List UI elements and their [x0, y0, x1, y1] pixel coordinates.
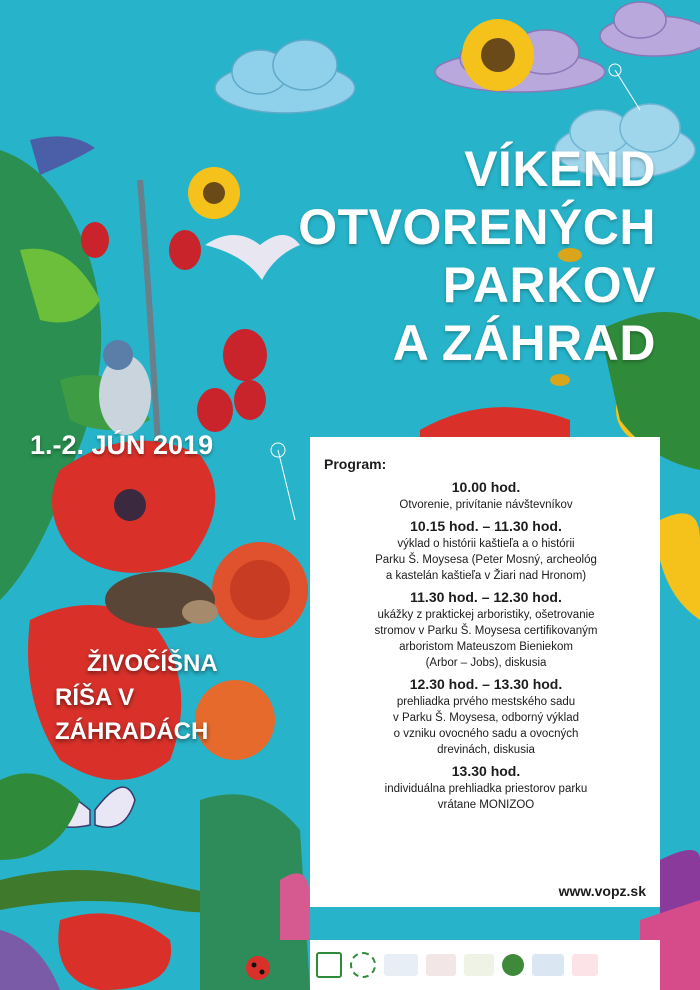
slot-time: 10.00 hod. [451, 479, 521, 495]
theme-line-3: ZÁHRADÁCH [55, 718, 209, 745]
partner-logo-5 [464, 954, 494, 976]
ladybug-icon [246, 956, 270, 980]
program-label: Program: [324, 456, 387, 472]
program-slot [324, 675, 648, 758]
slot-time: 10.15 hod. – 11.30 hod. [410, 518, 562, 534]
theme-line-1: ŽIVOČÍŠNA [87, 650, 218, 677]
slot-description: Parku Š. Moysesa (Peter Mosný, archeológ [375, 554, 597, 566]
slot-description: prehliadka prvého mestského sadu [396, 696, 576, 708]
event-title [298, 140, 656, 372]
slot-description: o vzniku ovocného sadu a ovocných [393, 728, 579, 740]
sunflower-icon [188, 167, 240, 219]
slot-time: 11.30 hod. – 12.30 hod. [410, 589, 562, 605]
slot-description: individuálna prehliadka priestorov parku [384, 783, 588, 795]
slot-description: arboristom Mateuszom Bieniekom [399, 641, 573, 653]
program-panel [310, 437, 660, 907]
slot-description: ukážky z praktickej arboristiky, ošetrovanie [377, 609, 595, 621]
partner-logo-1 [316, 952, 342, 978]
title-line-1: VÍKEND [464, 141, 656, 197]
partner-logo-3 [384, 954, 418, 976]
slot-description: drevinách, diskusia [437, 744, 535, 756]
partner-logo-2 [350, 952, 376, 978]
slot-description: a kastelán kaštieľa v Žiari nad Hronom) [385, 570, 587, 582]
title-line-2: OTVORENÝCH [298, 199, 656, 255]
bee-icon [550, 374, 570, 386]
event-date: 1.-2. JÚN 2019 [30, 430, 214, 460]
rtvs-logo [572, 954, 598, 976]
slot-description: Otvorenie, privítanie návštevníkov [399, 499, 573, 511]
program-slot [324, 762, 648, 813]
sunflower-icon [462, 19, 534, 91]
slot-description: vrátane MONIZOO [437, 799, 535, 811]
theme-line-2: RÍŠA V [55, 684, 135, 711]
program-slot [324, 588, 648, 671]
partner-logo-6 [502, 954, 524, 976]
slot-description: (Arbor – Jobs), diskusia [425, 657, 547, 669]
slot-time: 12.30 hod. – 13.30 hod. [409, 676, 563, 692]
slot-time: 13.30 hod. [451, 763, 521, 779]
marigold-icon [212, 542, 308, 638]
title-line-4: A ZÁHRAD [392, 315, 656, 371]
slot-description: v Parku Š. Moysesa, odborný výklad [393, 712, 579, 724]
tasr-logo [532, 954, 564, 976]
title-line-3: PARKOV [442, 257, 656, 313]
partner-logo-4 [426, 954, 456, 976]
program-slot [324, 478, 648, 513]
event-theme [55, 647, 218, 749]
website-link[interactable]: www.vopz.sk [558, 883, 646, 899]
slot-description: výklad o histórii kaštieľa a o histórii [397, 538, 575, 550]
program-slot [324, 517, 648, 584]
partner-logos [310, 940, 660, 990]
slot-description: stromov v Parku Š. Moysesa certifikovaným [374, 625, 598, 637]
